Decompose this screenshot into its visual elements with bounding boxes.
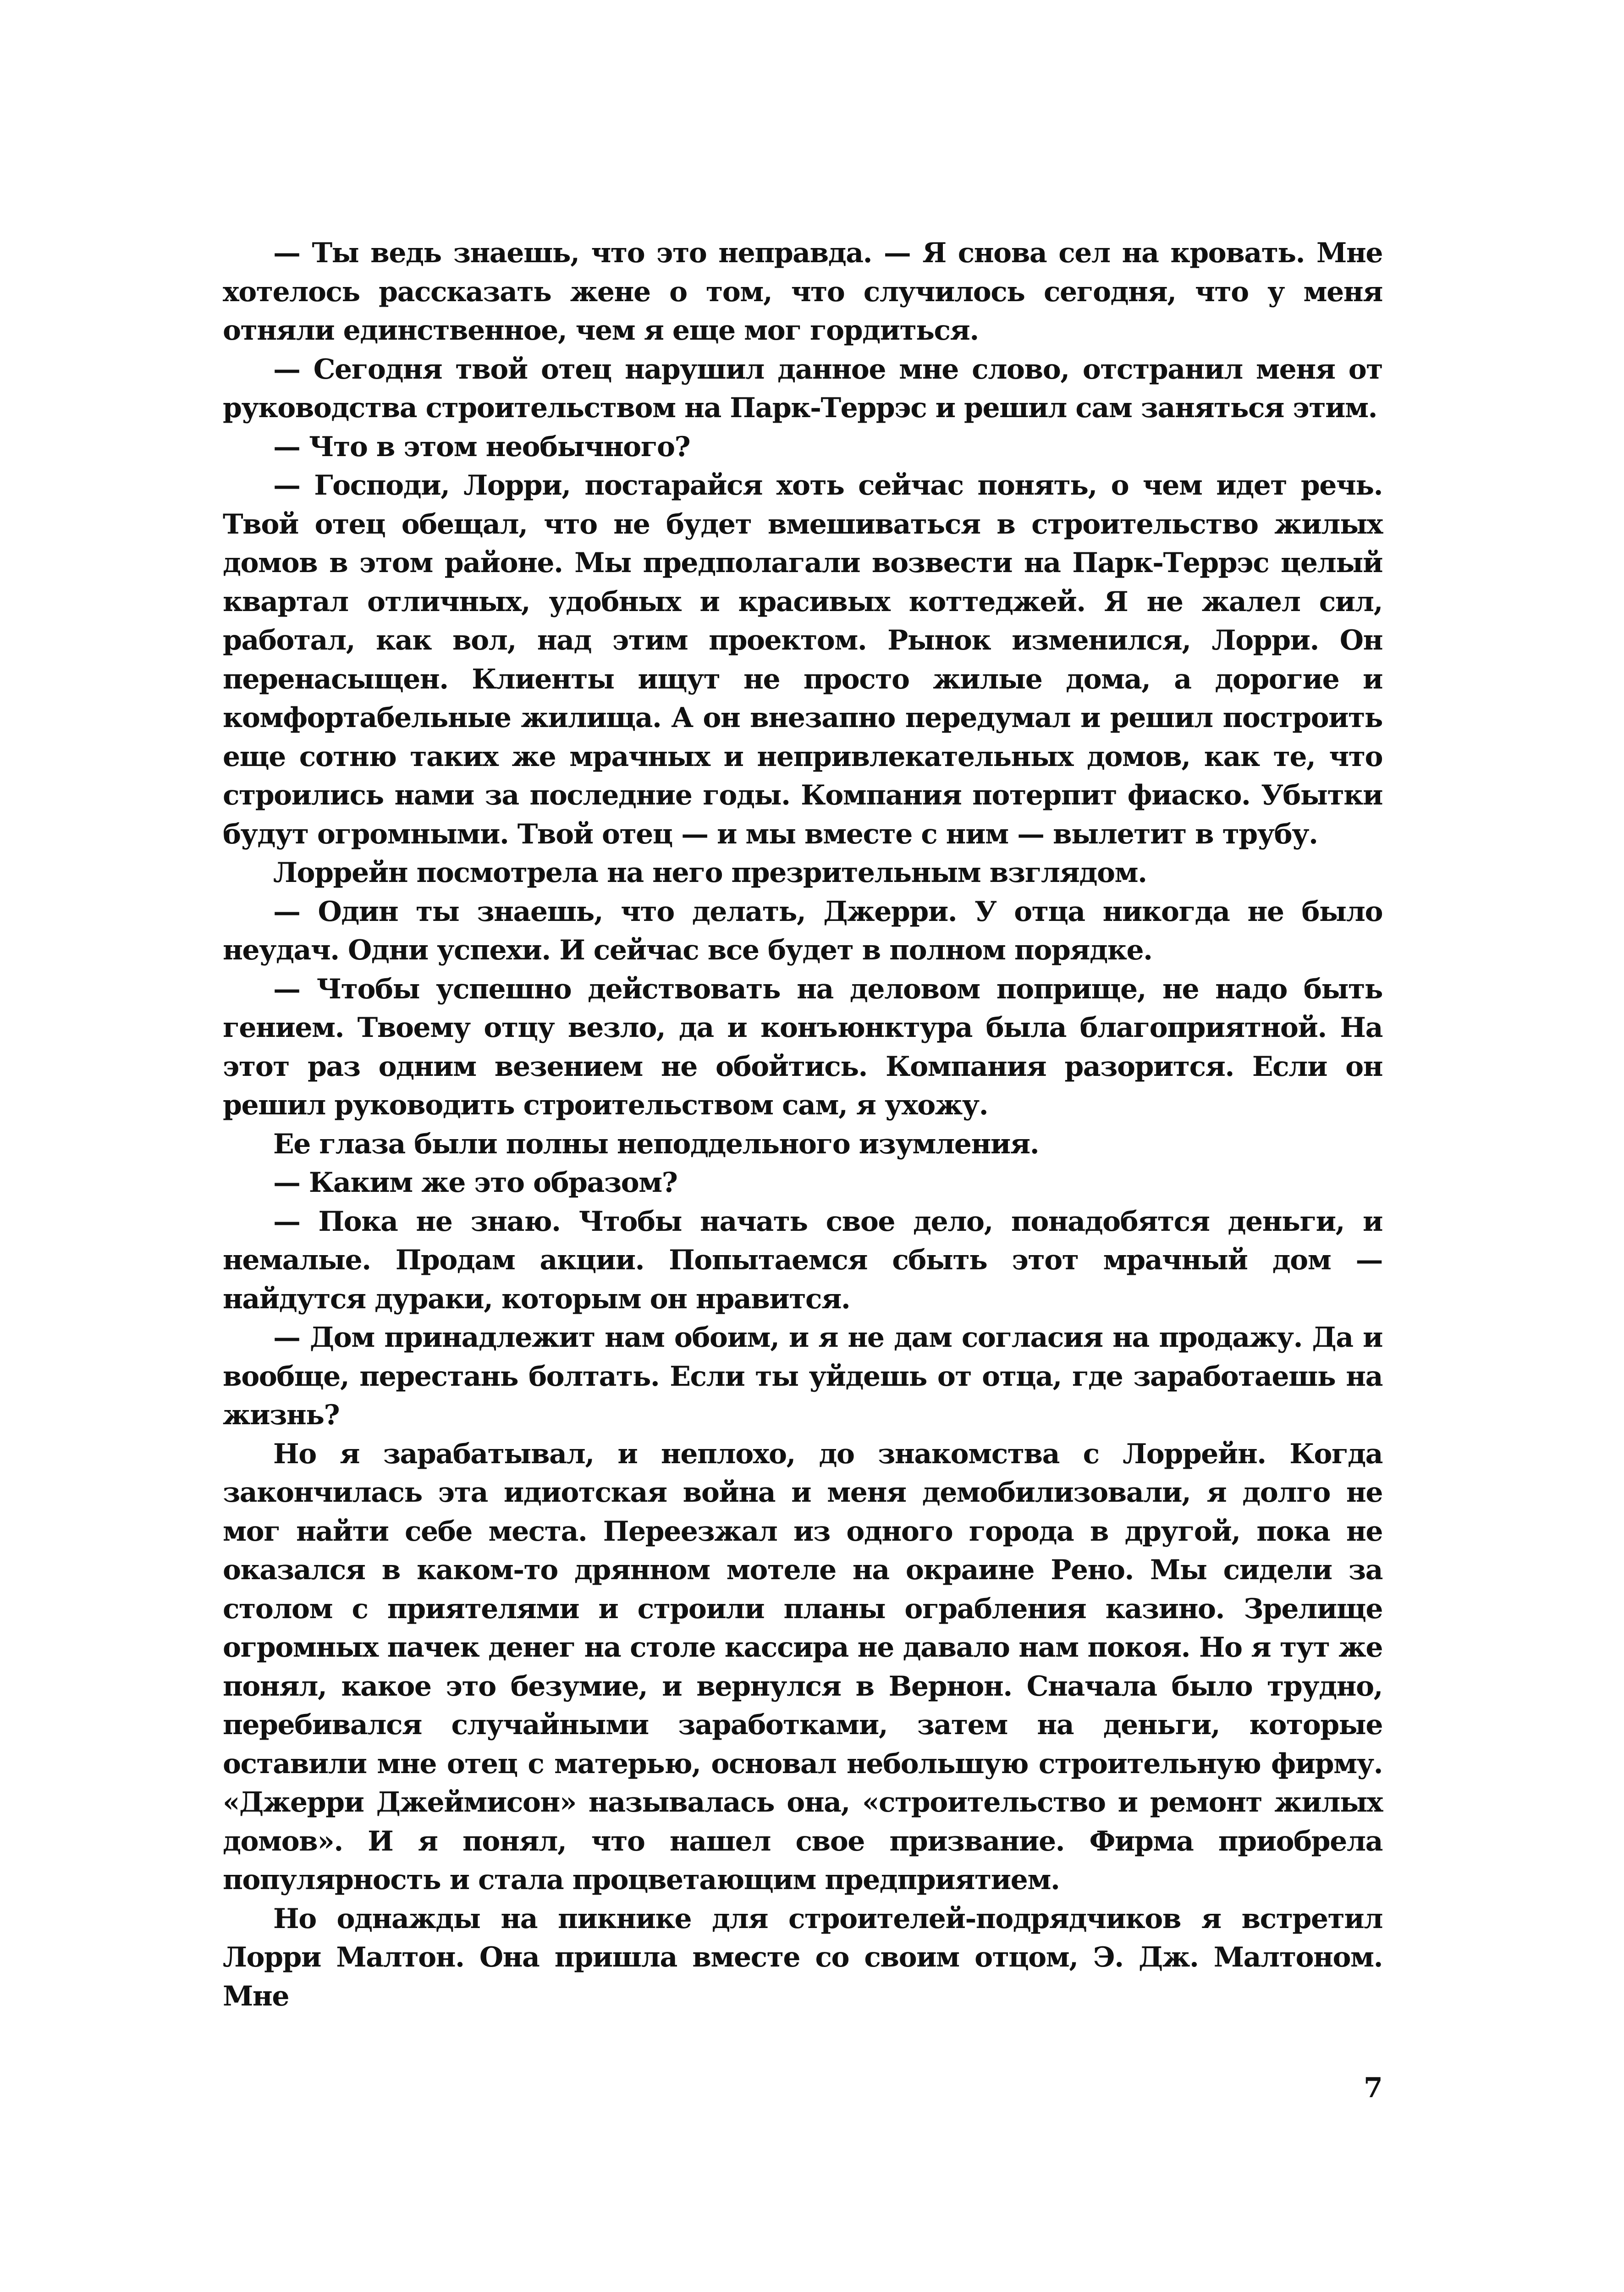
paragraph: — Что в этом необычного? bbox=[273, 430, 690, 463]
paragraph: — Господи, Лорри, постарайся хоть сейчас понять, о чем идет речь. Твой отец обещал, что не будет вмешиваться в строительство жилых домов в этом районе. Мы предполагали возвести на Парк-Террэс целый квартал отличных, удобных и красивых коттеджей. Я не жалел сил, работал, как вол, над этим проектом. Рынок изменился, Лорри. Он перенасыщен. Клиенты ищут не просто жилые дома, а дорогие и комфортабельные жилища. А он внезапно передумал и решил построить еще сотню таких же мрачных и непривлекательных домов, как те, что строились нами за последние годы. Компания потерпит фиаско. Убытки будут огромными. Твой отец — и мы вместе с ним — вылетит в трубу. bbox=[223, 469, 1382, 850]
paragraph: — Чтобы успешно действовать на деловом поприще, не надо быть гением. Твоему отцу везло, да и конъюнктура была благоприятной. На этот раз одним везением не обойтись. Компания разорится. Если он решил руководить строительством сам, я ухожу. bbox=[223, 973, 1382, 1121]
page-number: 7 bbox=[1364, 2072, 1383, 2104]
body-text bbox=[223, 234, 1382, 2016]
paragraph: Но однажды на пикнике для строителей-подрядчиков я встретил Лорри Малтон. Она пришла вместе со своим отцом, Э. Дж. Малтоном. Мне bbox=[223, 1902, 1382, 2012]
paragraph: — Каким же это образом? bbox=[273, 1167, 677, 1199]
paragraph: — Ты ведь знаешь, что это неправда. — Я снова сел на кровать. Мне хотелось рассказать жене о том, что случилось сегодня, что у меня отняли единственное, чем я еще мог гордиться. bbox=[223, 237, 1382, 347]
paragraph: — Дом принадлежит нам обоим, и я не дам согласия на продажу. Да и вообще, перестань болтать. Если ты уйдешь от отца, где заработаешь на жизнь? bbox=[223, 1322, 1382, 1431]
paragraph: — Сегодня твой отец нарушил данное мне слово, отстранил меня от руководства строительством на Парк-Террэс и решил сам заняться этим. bbox=[223, 353, 1382, 424]
paragraph: — Один ты знаешь, что делать, Джерри. У отца никогда не было неудач. Одни успехи. И сейчас все будет в полном порядке. bbox=[223, 895, 1382, 966]
paragraph: Ее глаза были полны неподдельного изумления. bbox=[273, 1128, 1039, 1160]
paragraph: Но я зарабатывал, и неплохо, до знакомства с Лоррейн. Когда закончилась эта идиотская война и меня демобилизовали, я долго не мог найти себе места. Переезжал из одного города в другой, пока не оказался в каком-то дрянном мотеле на окраине Рено. Мы сидели за столом с приятелями и строили планы ограбления казино. Зрелище огромных пачек денег на столе кассира не давало нам покоя. Но я тут же понял, какое это безумие, и вернулся в Вернон. Сначала было трудно, перебивался случайными заработками, затем на деньги, которые оставили мне отец с матерью, основал небольшую строительную фирму. «Джерри Джеймисон» называлась она, «строительство и ремонт жилых домов». И я понял, что нашел свое призвание. Фирма приобрела популярность и стала процветающим предприятием. bbox=[223, 1438, 1382, 1896]
paragraph: — Пока не знаю. Чтобы начать свое дело, понадобятся деньги, и немалые. Продам акции. Попытаемся сбыть этот мрачный дом — найдутся дураки, которым он нравится. bbox=[223, 1205, 1382, 1315]
paragraph: Лоррейн посмотрела на него презрительным взглядом. bbox=[273, 857, 1147, 889]
